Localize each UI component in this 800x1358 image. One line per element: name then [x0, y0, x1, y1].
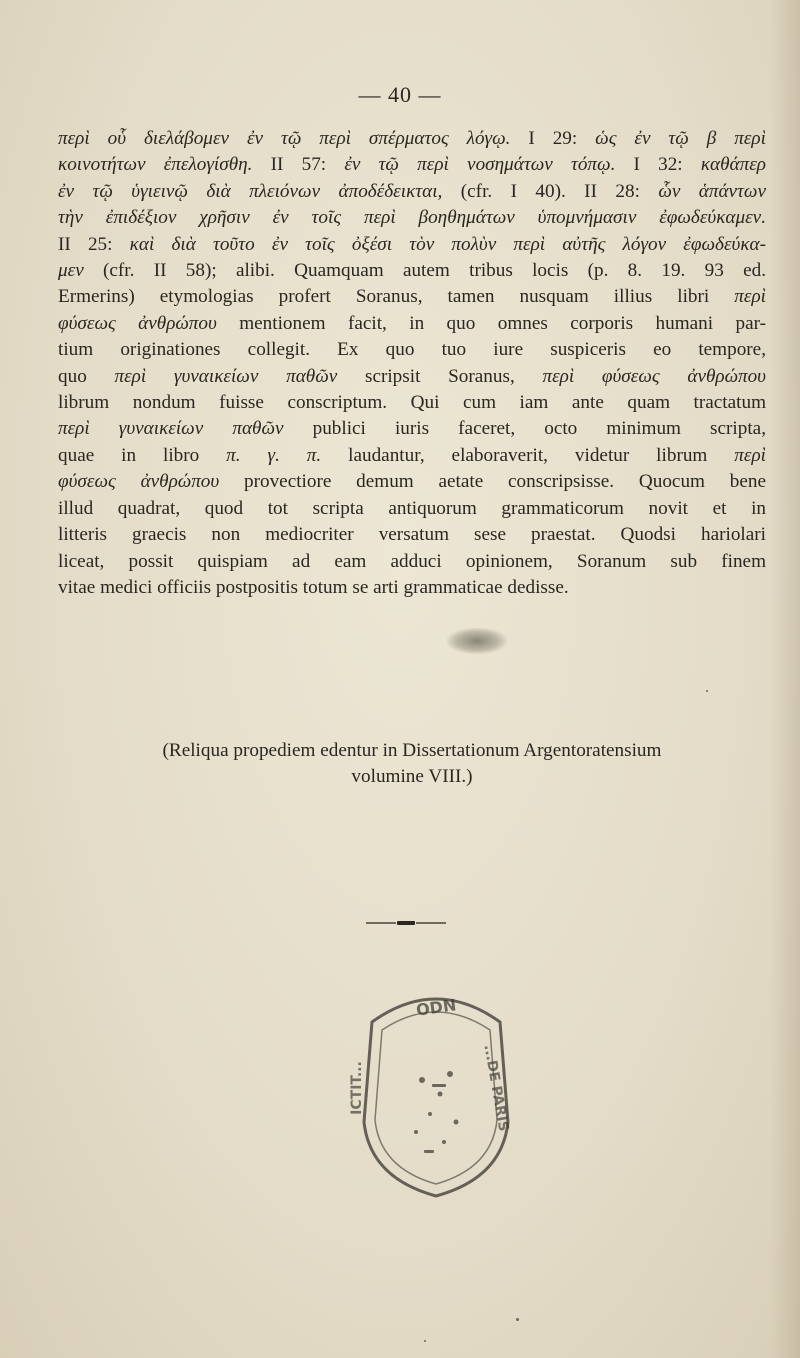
- text-line: [58, 390, 766, 416]
- latin-text-run: vitae medici officiis postpositis totum se arti grammaticae dedisse.: [58, 576, 569, 598]
- greek-text-run: ὧν ἁπάντων: [658, 180, 766, 202]
- text-line: [58, 364, 766, 390]
- text-line: [58, 549, 766, 575]
- page-edge-shadow: [770, 0, 800, 1358]
- text-line: [58, 522, 766, 548]
- greek-text-run: κοινοτήτων ἐπελογίσθη.: [58, 154, 253, 176]
- latin-text-run: illud quadrat, quod tot scripta antiquorum grammaticorum novit et in: [58, 497, 766, 519]
- text-line: [58, 469, 766, 495]
- latin-text-run: mentionem facit, in quo omnes corporis humani par-: [216, 312, 766, 334]
- latin-text-run: librum nondum fuisse conscriptum. Qui cum iam ante quam tractatum: [58, 392, 766, 414]
- latin-text-run: litteris graecis non mediocriter versatum sese praestat. Quodsi hariolari: [58, 524, 766, 546]
- greek-text-run: ἐν τῷ ὑγιεινῷ διὰ πλειόνων ἀποδέδεικται,: [58, 180, 443, 202]
- greek-text-run: περὶ οὗ διελάβομεν ἐν τῷ περὶ σπέρματος λόγῳ.: [58, 128, 511, 149]
- text-line: [58, 152, 766, 178]
- latin-text-run: quo: [58, 365, 115, 387]
- text-line: [58, 337, 766, 363]
- latin-text-run: I 29:: [510, 128, 596, 149]
- paper-speck: [424, 1340, 426, 1342]
- greek-text-run: τὴν ἐπιδέξιον χρῆσιν ἐν τοῖς περὶ βοηθημάτων ὑπομνήμασιν ἐφωδεύκαμεν.: [58, 207, 766, 229]
- latin-text-run: (cfr. I 40). II 28:: [442, 180, 659, 202]
- library-stamp-text-top: ODN: [414, 995, 458, 1020]
- text-line: [58, 443, 766, 469]
- latin-text-run: tium originationes collegit. Ex quo tuo iure suspiceris eo tempore,: [58, 339, 766, 361]
- greek-text-run: π. γ. π.: [226, 444, 322, 466]
- greek-text-run: καὶ διὰ τοῦτο ἐν τοῖς ὀξέσι τὸν πολὺν περὶ αὐτῆς λόγον ἐφωδεύκα-: [129, 233, 766, 255]
- latin-text-run: quae in libro: [58, 444, 227, 466]
- latin-text-run: II 57:: [252, 154, 345, 176]
- latin-text-run: scripsit Soranus,: [337, 365, 543, 387]
- latin-text-run: liceat, possit quispiam ad eam adduci opinionem, Soranum sub finem: [58, 550, 766, 572]
- ink-blot-ornament: [447, 628, 507, 654]
- latin-text-run: provectiore demum aetate conscripsisse. Quocum bene: [219, 471, 766, 493]
- closing-note-line-2: volumine VIII.): [351, 766, 473, 787]
- text-line: [58, 575, 766, 601]
- greek-text-run: καθάπερ: [700, 154, 766, 176]
- text-line: [58, 126, 766, 152]
- text-line: [58, 258, 766, 284]
- greek-text-run: φύσεως ἀνθρώπου: [58, 312, 217, 334]
- text-line: [58, 496, 766, 522]
- greek-text-run: περὶ γυναικείων παθῶν: [58, 418, 284, 440]
- main-paragraph: [58, 126, 766, 601]
- greek-text-run: ὡς ἐν τῷ β περὶ: [595, 128, 766, 149]
- paper-speck: [706, 690, 708, 692]
- latin-text-run: II 25:: [58, 233, 130, 255]
- paper-speck: [516, 1318, 519, 1321]
- latin-text-run: Ermerins) etymologias profert Soranus, tamen nusquam illius libri: [58, 286, 735, 308]
- text-line: [58, 232, 766, 258]
- page-number: — 40 —: [358, 82, 442, 107]
- closing-note: [58, 738, 766, 790]
- library-stamp-text-right: ...DE PARIS: [480, 1043, 512, 1133]
- latin-text-run: publici iuris faceret, octo minimum scripta,: [283, 418, 766, 440]
- greek-text-run: περὶ φύσεως ἀνθρώπου: [542, 365, 766, 387]
- library-stamp-text-left: ICTIT...: [348, 1061, 365, 1115]
- latin-text-run: I 32:: [615, 154, 701, 176]
- text-line: [58, 311, 766, 337]
- greek-text-run: μεν: [58, 260, 84, 282]
- closing-note-line-1: (Reliqua propediem edentur in Dissertationum Argentoratensium: [162, 740, 662, 761]
- latin-text-run: laudantur, elaboraverit, videtur librum: [321, 444, 735, 466]
- text-line: [58, 416, 766, 442]
- greek-text-run: περὶ: [734, 286, 766, 308]
- greek-text-run: περὶ: [734, 444, 766, 466]
- greek-text-run: φύσεως ἀνθρώπου: [58, 471, 220, 493]
- text-line: [58, 205, 766, 231]
- end-ornament-rule: [366, 920, 446, 926]
- latin-text-run: (cfr. II 58); alibi. Quamquam autem tribus locis (p. 8. 19. 93 ed.: [83, 260, 766, 282]
- text-line: [58, 284, 766, 310]
- greek-text-run: περὶ γυναικείων παθῶν: [114, 365, 338, 387]
- greek-text-run: ἐν τῷ περὶ νοσημάτων τόπῳ.: [344, 154, 616, 176]
- text-line: [58, 179, 766, 205]
